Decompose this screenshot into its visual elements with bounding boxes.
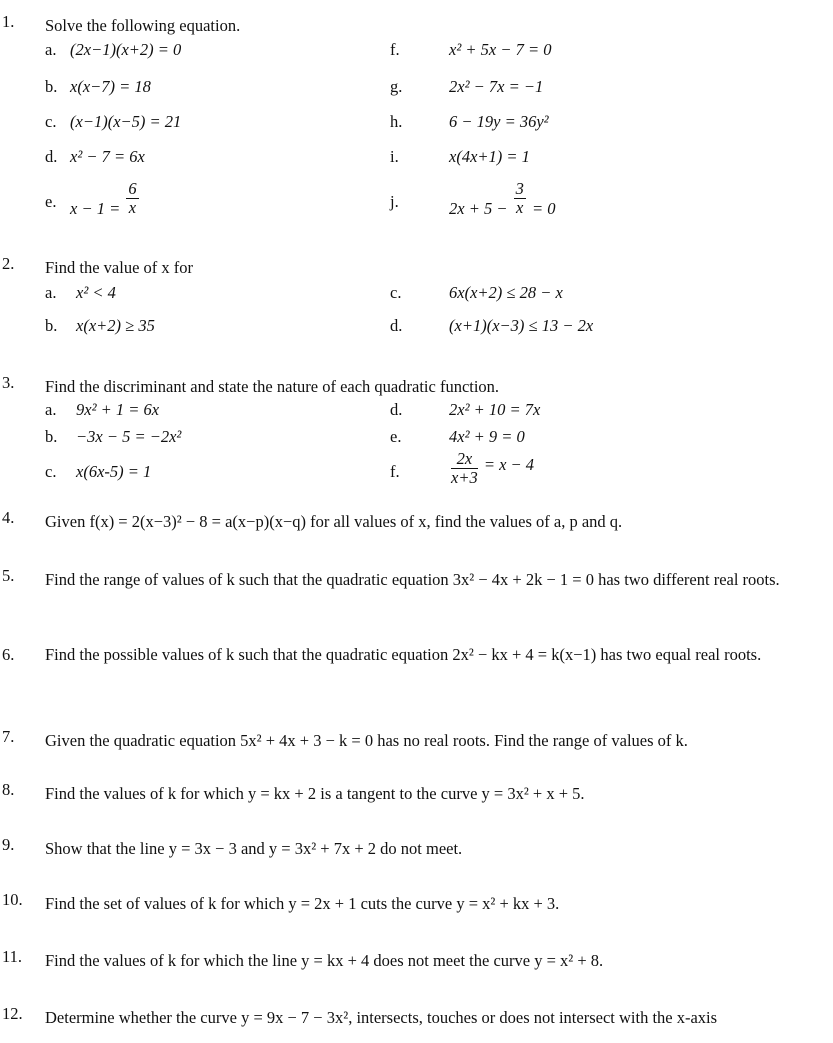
item-label: a. <box>45 40 57 59</box>
question-number: 7. <box>2 727 15 746</box>
item-label: i. <box>390 147 399 166</box>
item-label: f. <box>390 462 400 481</box>
q2-row-2 <box>0 316 833 340</box>
q3-row-1 <box>0 400 833 424</box>
item-expression: 9x² + 1 = 6x <box>76 400 160 419</box>
item-label: f. <box>390 40 400 59</box>
q1-row-1 <box>0 40 833 64</box>
item-expression: x(x−7) = 18 <box>70 77 151 96</box>
question-number: 5. <box>2 566 15 585</box>
question-number: 1. <box>2 12 15 31</box>
item-expression: 2x² + 10 = 7x <box>449 400 541 419</box>
fraction-numerator: 2x <box>451 450 478 469</box>
fraction <box>126 180 138 217</box>
item-expression: x² + 5x − 7 = 0 <box>449 40 552 59</box>
question-number: 11. <box>2 947 23 966</box>
fraction-denominator: x <box>128 198 137 217</box>
question-text: Solve the following equation. <box>45 16 241 35</box>
question-text: Determine whether the curve y = 9x − 7 − 3x², intersects, touches or does not intersect with the x-axis <box>45 1008 718 1027</box>
question-text: Find the discriminant and state the nature of each quadratic function. <box>45 377 500 396</box>
question-text: Given f(x) = 2(x−3)² − 8 = a(x−p)(x−q) for all values of x, find the values of a, p and q. <box>45 512 623 531</box>
fraction-denominator: x+3 <box>451 468 478 487</box>
item-expression: x² − 7 = 6x <box>70 147 145 166</box>
item-label: c. <box>45 462 57 481</box>
item-label: c. <box>45 112 57 131</box>
question-number: 9. <box>2 835 15 854</box>
q3-row-2 <box>0 427 833 451</box>
item-expression: x² < 4 <box>76 283 116 302</box>
fraction-denominator: x <box>516 198 524 217</box>
question-text: Find the values of k for which the line y = kx + 4 does not meet the curve y = x² + 8. <box>45 951 604 970</box>
question-text: Given the quadratic equation 5x² + 4x + 3 − k = 0 has no real roots. Find the range of values of k. <box>45 731 688 750</box>
q3-row-3 <box>0 450 833 494</box>
item-expression: 6 − 19y = 36y² <box>449 112 549 131</box>
q1-row-2 <box>0 77 833 101</box>
item-expression: (x−1)(x−5) = 21 <box>70 112 182 131</box>
item-label: a. <box>45 400 57 419</box>
q1-row-4 <box>0 147 833 171</box>
fraction-numerator: 6 <box>128 179 137 198</box>
item-expression: (2x−1)(x+2) = 0 <box>70 40 182 59</box>
item-label: b. <box>45 316 58 335</box>
expression-part: = 0 <box>531 199 556 219</box>
question-text: Show that the line y = 3x − 3 and y = 3x² + 7x + 2 do not meet. <box>45 839 463 858</box>
question-number: 2. <box>2 254 15 273</box>
expression-part: x − 1 = <box>70 199 121 219</box>
item-label: h. <box>390 112 403 131</box>
question-text: Find the values of k for which y = kx + 2 is a tangent to the curve y = 3x² + x + 5. <box>45 784 585 803</box>
item-expression <box>449 450 534 487</box>
question-number: 10. <box>2 890 23 909</box>
expression-part: = x − 4 <box>483 455 535 475</box>
item-label: e. <box>390 427 402 446</box>
expression-part: 2x + 5 − <box>449 199 508 219</box>
fraction <box>514 180 526 217</box>
item-expression: 2x² − 7x = −1 <box>449 77 544 96</box>
item-label: c. <box>390 283 402 302</box>
item-expression: (x+1)(x−3) ≤ 13 − 2x <box>449 316 594 335</box>
question-text: Find the value of x for <box>45 258 194 277</box>
question-number: 12. <box>2 1004 23 1023</box>
item-label: e. <box>45 192 57 211</box>
item-expression <box>70 180 141 217</box>
item-expression <box>449 180 555 217</box>
q2-row-1 <box>0 283 833 307</box>
item-expression: x(6x-5) = 1 <box>76 462 152 481</box>
item-label: j. <box>390 192 399 211</box>
q1-row-3 <box>0 112 833 136</box>
item-label: d. <box>45 147 58 166</box>
item-expression: x(x+2) ≥ 35 <box>76 316 155 335</box>
item-expression: 4x² + 9 = 0 <box>449 427 525 446</box>
question-text: Find the set of values of k for which y = 2x + 1 cuts the curve y = x² + kx + 3. <box>45 894 560 913</box>
item-label: g. <box>390 77 403 96</box>
question-number: 6. <box>2 645 15 664</box>
item-expression: x(4x+1) = 1 <box>449 147 530 166</box>
fraction-numerator: 3 <box>515 179 524 198</box>
question-number: 3. <box>2 373 15 392</box>
fraction <box>451 450 478 487</box>
item-label: a. <box>45 283 57 302</box>
item-label: b. <box>45 77 58 96</box>
question-number: 4. <box>2 508 15 527</box>
question-text: Find the range of values of k such that the quadratic equation 3x² − 4x + 2k − 1 = 0 has two different real roots. <box>45 570 780 589</box>
question-text: Find the possible values of k such that the quadratic equation 2x² − kx + 4 = k(x−1) has two equal real roots. <box>45 645 762 664</box>
item-label: d. <box>390 316 403 335</box>
item-expression: 6x(x+2) ≤ 28 − x <box>449 283 563 302</box>
item-expression: −3x − 5 = −2x² <box>76 427 182 446</box>
q1-row-5 <box>0 180 833 224</box>
question-number: 8. <box>2 780 15 799</box>
item-label: d. <box>390 400 403 419</box>
item-label: b. <box>45 427 58 446</box>
